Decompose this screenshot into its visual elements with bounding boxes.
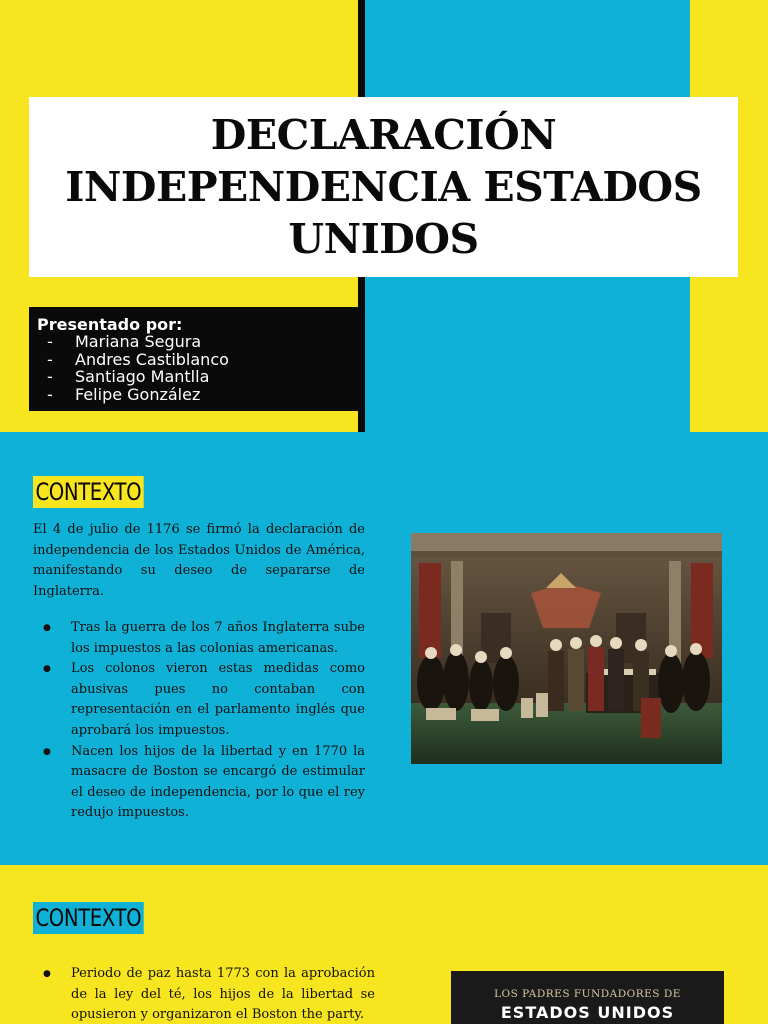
presenter-item: - Mariana Segura <box>47 332 202 351</box>
section-heading: CONTEXTO <box>33 476 144 508</box>
context-slide-2 <box>0 865 768 1024</box>
context-bullets <box>33 618 365 824</box>
intro-paragraph: El 4 de julio de 1176 se firmó la declaración de independencia de los Estados Unidos de América, manifestando su deseo de separarse de Inglaterra. <box>33 522 365 599</box>
declaration-painting-image <box>411 533 722 764</box>
list-item: ● Tras la guerra de los 7 años Inglaterra sube los impuestos a las colonias americanas. <box>33 618 365 659</box>
book-title: ESTADOS UNIDOS <box>500 1003 675 1022</box>
list-item: ● Los colonos vieron estas medidas como abusivas pues no contaban con representación en el parlamento inglés que aprobará los impuestos. <box>33 659 365 741</box>
context-slide-1 <box>0 432 768 865</box>
presenter-item: - Andres Castiblanco <box>47 349 229 369</box>
presenter-item: - Santiago Mantlla <box>47 367 210 386</box>
title-slide <box>0 0 768 432</box>
book-subtitle: LOS PADRES FUNDADORES DE <box>494 988 681 1000</box>
presenters-heading: Presentado por: <box>37 315 183 334</box>
context-bullets <box>33 964 375 1024</box>
title-box <box>29 97 738 277</box>
section-heading: CONTEXTO <box>33 902 144 934</box>
presenters-box <box>29 307 360 411</box>
presenter-item: - Felipe González <box>47 384 201 404</box>
founding-fathers-book-image <box>451 971 724 1024</box>
presenters-list <box>47 333 229 403</box>
list-item: ● Nacen los hijos de la libertad y en 1770 la masacre de Boston se encargó de estimular el deseo de independencia, por lo que el rey redujo impuestos. <box>33 742 365 824</box>
page-title: DECLARACIÓN INDEPENDENCIA ESTADOS UNIDOS <box>65 111 702 263</box>
list-item: ● Periodo de paz hasta 1773 con la aprobación de la ley del té, los hijos de la libertad se opusieron y organizaron el Boston the party. <box>33 964 375 1024</box>
